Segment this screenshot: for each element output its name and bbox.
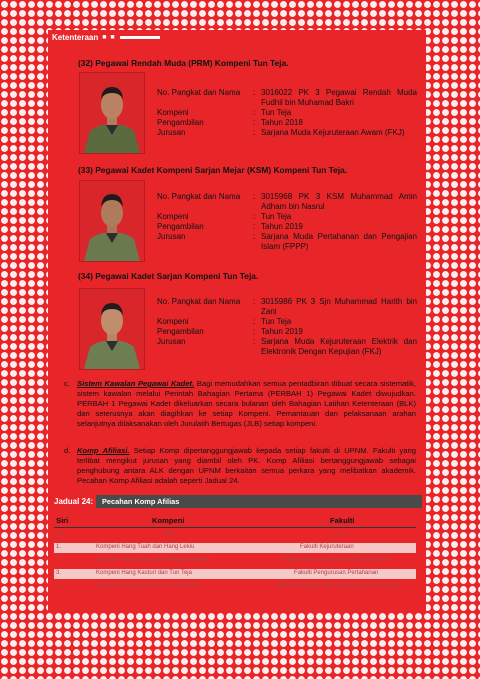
label: No. Pangkat dan Nama [157, 192, 241, 201]
paragraph-d [64, 446, 416, 486]
table-cell: Fakulti Pengajian dan Pengurusan Pertahanan [276, 583, 401, 589]
header-rule [120, 36, 160, 39]
table-caption [54, 495, 422, 508]
value: 3015986 PK 3 Sjn Muhammad Harith bin Zani [261, 297, 417, 316]
value: Tahun 2018 [261, 118, 303, 127]
table-cell: Kompeni Hang Jebat dan Panglima Awang [96, 557, 210, 563]
info-block-33: No. Pangkat dan Nama : 3015968 PK 3 KSM Muhammad Amin Adham bin Nasrul Kompeni : Tun Teja Pengambilan : Tahun 2019 Jurusan : Sarjana Muda Pertahanan dan Pengajian Islam (FPPP) [157, 192, 417, 251]
value: Tahun 2019 [261, 222, 303, 231]
section-32-title: (32) Pegawai Rendah Muda (PRM) Kompeni Tun Teja. [78, 58, 289, 68]
label: Pengambilan [157, 327, 204, 336]
label: No. Pangkat dan Nama [157, 88, 241, 97]
table-row [54, 530, 416, 540]
info-block-34: No. Pangkat dan Nama : 3015986 PK 3 Sjn Muhammad Harith bin Zani Kompeni : Tun Teja Pengambilan : Tahun 2019 Jurusan : Sarjana Muda Kejuruteraan Elektrik dan Elektronik Dengan Kepujian (FKJ) [157, 297, 417, 356]
value: Tun Teja [261, 317, 292, 326]
value: Sarjana Muda Pertahanan dan Pengajian Islam (FPPP) [261, 232, 417, 251]
header-ornament: ■ ■ [102, 34, 116, 41]
table-row [54, 569, 416, 579]
table-cell: (a) [56, 531, 64, 537]
paragraph-body [77, 379, 416, 429]
column-header-siri: Siri [56, 516, 69, 525]
value: Tun Teja [261, 212, 292, 221]
portrait-photo-34 [79, 288, 145, 370]
table-cell: 2. [56, 557, 62, 563]
table-cell: Kompeni Hang Kasturi dan Tun Teja [96, 570, 192, 576]
value: Sarjana Muda Kejuruteraan Awam (FKJ) [261, 128, 405, 137]
table-cell: Kompeni Hang Lekir dan Tun Fatimah [96, 583, 198, 589]
paragraph-term: Komp Afiliasi. [77, 446, 130, 455]
column-header-kompeni: Kompeni [152, 516, 185, 525]
table-header [54, 513, 416, 528]
table-cell: Fakulti Kejuruteraan [300, 544, 354, 550]
header-title: Ketenteraan [52, 33, 99, 42]
info-block-32: No. Pangkat dan Nama : 3016022 PK 3 Pegawai Rendah Muda Fudhil bin Muhamad Bakri Kompeni : Tun Teja Pengambilan : Tahun 2018 Jurusan : Sarjana Muda Kejuruteraan Awam (FKJ) [157, 88, 417, 137]
paragraph-c [64, 379, 416, 429]
label: Kompeni [157, 317, 189, 326]
table-cell: Kompeni Hang Tuah dan Hang Lekiu [96, 544, 195, 550]
label: Kompeni [157, 212, 189, 221]
page-header [52, 33, 160, 42]
table-cell: 1. [56, 544, 62, 550]
value: Tun Teja [261, 108, 292, 117]
label: Pengambilan [157, 118, 204, 127]
value: Tahun 2019 [261, 327, 303, 336]
table-cell: Fakulti Pengurusan Pertahanan [294, 570, 379, 576]
label: Jurusan [157, 232, 186, 241]
portrait-photo-32 [79, 72, 145, 154]
portrait-photo-33 [79, 180, 145, 262]
table-row [54, 582, 416, 592]
table-caption-title: Pecahan Komp Afilias [96, 495, 422, 508]
paragraph-body [77, 446, 416, 486]
paragraph-text: Setiap Komp dipertanggungjawab kepada setiap fakulti di UPNM. Fakulti yang terlibat mengikut jurusan yang diambil oleh PK. Komp Afiliasi bertanggungjawab sebagai penghubung antara ALK dengan UPNM berkaitan semua perkara yang melibatkan akademik. Pecahan Komp Afiliasi adalah seperti Jadual 24. [77, 446, 416, 485]
value: 3015968 PK 3 KSM Muhammad Amin Adham bin Nasrul [261, 192, 417, 211]
section-33-title: (33) Pegawai Kadet Kompeni Sarjan Mejar (KSM) Kompeni Tun Teja. [78, 165, 348, 175]
table-cell: Fakulti Sains dan Teknologi Pertahanan [284, 557, 390, 563]
label: Pengambilan [157, 222, 204, 231]
table-cell: 4. [56, 583, 62, 589]
table-caption-label: Jadual 24: [54, 497, 94, 506]
table-cell: (c) [334, 531, 341, 537]
value: Sarjana Muda Kejuruteraan Elektrik dan Elektronik Dengan Kepujian (FKJ) [261, 337, 417, 356]
paragraph-marker: d. [64, 446, 71, 455]
paragraph-marker: c. [64, 379, 70, 388]
table-cell: (b) [166, 531, 174, 537]
paragraph-term: Sistem Kawalan Pegawai Kadet. [77, 379, 195, 388]
label: Jurusan [157, 337, 186, 346]
table-row [54, 543, 416, 553]
table-row [54, 556, 416, 566]
section-34-title: (34) Pegawai Kadet Sarjan Kompeni Tun Teja. [78, 271, 259, 281]
table-cell: 3. [56, 570, 62, 576]
label: Kompeni [157, 108, 189, 117]
label: No. Pangkat dan Nama [157, 297, 241, 306]
value: 3016022 PK 3 Pegawai Rendah Muda Fudhil bin Muhamad Bakri [261, 88, 417, 107]
label: Jurusan [157, 128, 186, 137]
column-header-fakulti: Fakulti [330, 516, 355, 525]
paragraph-text: Bagi memudahkan semua pentadbiran dibuat secara sistematik, sistem kawalan melalui Perintah Bahagian Pertama (PERBAH 1) Pegawai Kadet diwujudkan. PERBAH 1 Pegawai Kadet dikeluarkan secara bulanan oleh Bahagian Latihan Ketenteraan (BLK) dan seterusnya akan diagihkan ke setiap Kompeni. Pemantauan dan pelaksanaan arahan selanjutnya dilaksanakan oleh Jurulatih Bertugas (JLB) setiap kompeni. [77, 379, 417, 428]
